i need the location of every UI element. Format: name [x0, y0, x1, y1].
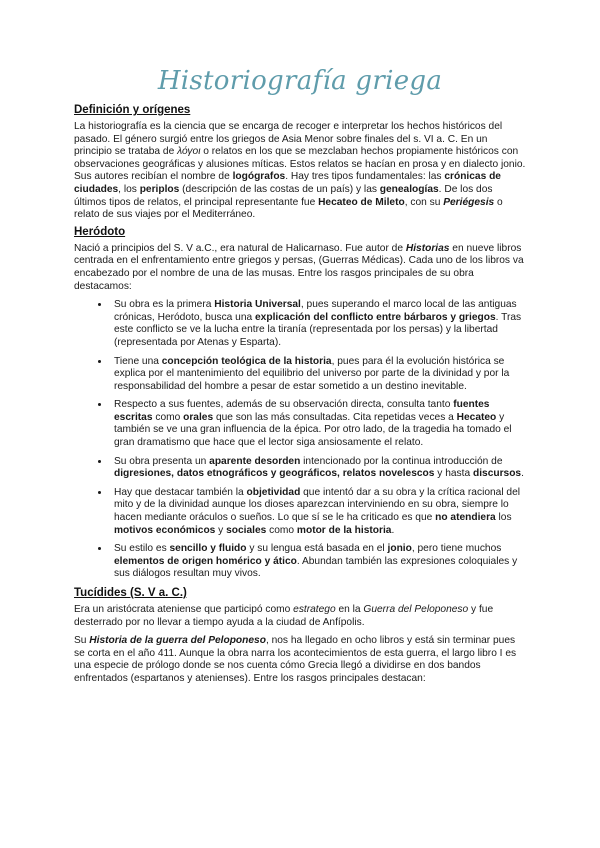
paragraph-herodoto-intro: Nació a principios del S. V a.C., era natural de Halicarnaso. Fue autor de Historias en nueve libros centrada en el enfrentamiento entre griegos y persas, (Guerras Médicas). Cada uno de los libros va encabezado por el nombre de una de las musas. Entre los rasgos principales de su obra destacamos:	[74, 242, 524, 292]
paragraph-definicion: La historiografía es la ciencia que se encarga de recoger e interpretar los hechos históricos del pasado. El género surgió entre los griegos de Asia Menor sobre finales del s. VI a. C. En un principio se trataba de λόγοι o relatos en los que se mezclaban hechos propiamente históricos con observaciones geográficas y alusiones míticas. Estos relatos se hacían en prosa y en dialecto jonio. Sus autores recibían el nombre de logógrafos. Hay tres tipos fundamentales: las crónicas de ciudades, los periplos (descripción de las costas de un país) y las genealogías. De los dos últimos tipos de relatos, el principal representante fue Hecateo de Mileto, con su Periégesis o relato de sus viajes por el Mediterráneo.	[74, 121, 526, 221]
list-item: • Su obra es la primera Historia Universal, pues superando el marco local de las antiguas crónicas, Heródoto, busca una explicación del conflicto entre bárbaros y griegos. Tras este conflicto se ve la lucha entre la tiranía (representada por los persas) y la libertad (representada por Atenas y Esparta).	[110, 299, 526, 349]
section-heading-herodoto: Heródoto	[74, 225, 126, 238]
paragraph-tucidides-obra: Su Historia de la guerra del Peloponeso, nos ha llegado en ocho libros y está sin terminar pues se corta en el año 411. Aunque la obra narra los acontecimientos de esta guerra, el largo libro I es una especie de prólogo donde se nos cuenta cómo Grecia llegó a dividirse en dos bandos enfrentados (espartanos y atenienses). Entre los rasgos principales destacan:	[74, 635, 517, 684]
section-heading-definicion: Definición y orígenes	[74, 104, 191, 116]
herodoto-features-list	[74, 299, 526, 581]
list-item: • Su obra presenta un aparente desorden intencionado por la continua introducción de digresiones, datos etnográficos y geográficos, relatos novelescos y hasta discursos.	[110, 456, 526, 481]
list-item: • Hay que destacar también la objetividad que intentó dar a su obra y la crítica racional del mito y de la divinidad aunque los dioses aparezcan interviniendo en su obra, siempre lo hacen mediante oráculos o sueños. Lo que sí se le ha criticado es que no atendiera los motivos económicos y sociales como motor de la historia.	[110, 487, 526, 537]
list-item: • Su estilo es sencillo y fluido y su lengua está basada en el jonio, pero tiene muchos elementos de origen homérico y ático. Abundan también las expresiones coloquiales y sus diálogos resultan muy vivos.	[110, 543, 526, 581]
list-item: • Tiene una concepción teológica de la historia, pues para él la evolución histórica se explica por el mantenimiento del equilibrio del universo por parte de la divinidad y por la responsabilidad del hombre a pesar de estar sometido a un destino inevitable.	[110, 356, 526, 394]
section-heading-tucidides: Tucídides (S. V a. C.)	[74, 587, 187, 599]
paragraph-tucidides-bio: Era un aristócrata ateniense que participó como estratego en la Guerra del Peloponeso y fue desterrado por no llevar a tiempo ayuda a la ciudad de Anfípolis.	[74, 604, 494, 628]
list-item: • Respecto a sus fuentes, además de su observación directa, consulta tanto fuentes escritas como orales que son las más consultadas. Cita repetidas veces a Hecateo y también se ve una gran influencia de la épica. Por otro lado, de la tragedia ha tomado el gran dramatismo que hace que el lector siga ansiosamente el relato.	[110, 399, 526, 449]
page-title: Historiografía griega	[157, 66, 443, 96]
